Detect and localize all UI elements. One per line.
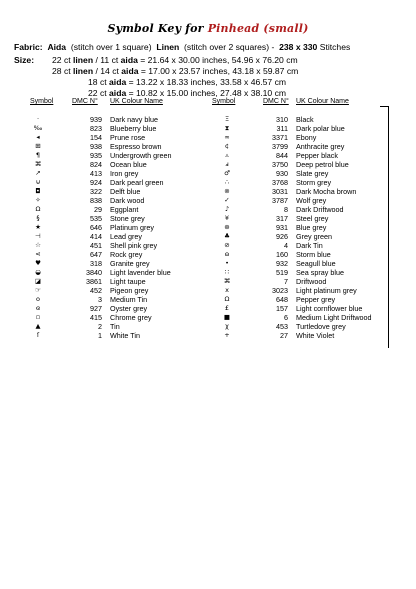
fabric-line (14, 42, 350, 52)
size-label: Size: (14, 55, 35, 65)
symbol-glyph: χ (225, 322, 229, 330)
colour-name: Delft blue (110, 187, 141, 196)
dmc-number: 3750 (272, 160, 288, 169)
symbol-glyph: ♥ (35, 259, 41, 267)
table-row (0, 232, 416, 241)
size-bold1: linen (73, 66, 94, 76)
symbol-glyph: ◂ (36, 133, 40, 141)
table-row (0, 277, 416, 286)
symbol-glyph: ✧ (35, 196, 41, 204)
symbol-glyph: ¥ (224, 214, 230, 222)
dmc-number: 453 (276, 322, 288, 331)
table-row (0, 196, 416, 205)
dmc-number: 939 (90, 115, 102, 124)
colour-name: Stone grey (110, 214, 145, 223)
colour-name: Grey green (296, 232, 332, 241)
dmc-number: 310 (276, 115, 288, 124)
fabric-stitches-word: Stitches (319, 42, 351, 52)
table-row (0, 241, 416, 250)
symbol-glyph: ♪ (224, 205, 230, 213)
dmc-number: 160 (276, 250, 288, 259)
colour-name: Dark navy blue (110, 115, 158, 124)
table-row (0, 250, 416, 259)
colour-name: Wolf grey (296, 196, 327, 205)
colour-name: Dark pearl green (110, 178, 164, 187)
dmc-number: 27 (280, 331, 288, 340)
table-row (0, 205, 416, 214)
colour-name: Black (296, 115, 314, 124)
colour-name: Lead grey (110, 232, 142, 241)
colour-name: Dark Tin (296, 241, 323, 250)
colour-name: Light lavender blue (110, 268, 171, 277)
symbol-glyph: ⊞ (35, 142, 41, 150)
table-row (0, 322, 416, 331)
table-row (0, 259, 416, 268)
symbol-glyph: ▫ (35, 313, 41, 321)
size-bold2: aida (120, 55, 138, 65)
dmc-number: 3861 (86, 277, 102, 286)
size-row (88, 88, 286, 98)
colour-name: Pepper grey (296, 295, 336, 304)
symbol-glyph: Ω (224, 295, 230, 303)
dmc-number: 3371 (272, 133, 288, 142)
fabric-aida: Aida (47, 42, 67, 52)
colour-name: Ocean blue (110, 160, 147, 169)
colour-name: Deep petrol blue (296, 160, 349, 169)
size-bold2: aida (121, 66, 139, 76)
colour-name: Blueberry blue (110, 124, 157, 133)
symbol-glyph: ⧗ (224, 124, 230, 132)
colour-name: Anthracite grey (296, 142, 345, 151)
colour-name: Light cornflower blue (296, 304, 363, 313)
dmc-number: 519 (276, 268, 288, 277)
symbol-glyph: ♂ (224, 169, 230, 177)
dmc-number: 157 (276, 304, 288, 313)
dmc-number: 318 (90, 259, 102, 268)
table-row (0, 304, 416, 313)
colour-name: Espresso brown (110, 142, 162, 151)
colour-name: Steel grey (296, 214, 329, 223)
symbol-glyph: ⊛ (224, 223, 230, 231)
symbol-glyph: ▵ (225, 151, 229, 159)
table-row (0, 214, 416, 223)
fabric-label: Fabric: (14, 42, 43, 52)
table-row (0, 187, 416, 196)
colour-name: White Violet (296, 331, 335, 340)
table-row (0, 223, 416, 232)
dmc-number: 932 (276, 259, 288, 268)
dmc-number: 6 (284, 313, 288, 322)
table-row (0, 124, 416, 133)
dmc-number: 414 (90, 232, 102, 241)
colour-name: Dark wood (110, 196, 145, 205)
colour-name: Pepper black (296, 151, 338, 160)
dmc-number: 926 (276, 232, 288, 241)
size-mid: / 14 ct (95, 66, 119, 76)
colour-name: Eggplant (110, 205, 139, 214)
header-dmc-right: DMC N° (263, 98, 289, 105)
title-prefix: Symbol Key for (107, 22, 204, 35)
size-mid: 22 ct (88, 88, 107, 98)
symbol-glyph: ★ (35, 223, 41, 231)
symbol-glyph: ■ (223, 313, 231, 321)
dmc-number: 931 (276, 223, 288, 232)
colour-name: Iron grey (110, 169, 139, 178)
dmc-number: 3768 (272, 178, 288, 187)
symbol-glyph: x (225, 286, 229, 294)
size-post: = 13.22 x 18.33 inches, 33.58 x 46.57 cm (128, 77, 287, 87)
table-row (0, 295, 416, 304)
colour-name: Driftwood (296, 277, 327, 286)
size-mid: 18 ct (88, 77, 107, 87)
table-row (0, 160, 416, 169)
fabric-linen: Linen (156, 42, 180, 52)
fabric-aida-note: (stitch over 1 square) (70, 42, 152, 52)
symbol-glyph: ◒ (35, 268, 41, 276)
symbol-glyph: ▲ (35, 322, 41, 330)
colour-name: Undergrowth green (110, 151, 172, 160)
symbol-glyph: ∷ (224, 268, 230, 276)
symbol-glyph: ⋖ (35, 250, 41, 258)
colour-name: Medium Light Driftwood (296, 313, 372, 322)
symbol-glyph: • (225, 259, 229, 267)
colour-name: Tin (110, 322, 120, 331)
header-symbol-right: Symbol (212, 98, 236, 105)
table-border-tick (380, 106, 389, 107)
symbol-glyph: ♣ (224, 232, 230, 240)
colour-name: Storm blue (296, 250, 331, 259)
size-bold2: aida (109, 88, 127, 98)
dmc-number: 452 (90, 286, 102, 295)
colour-name: Slate grey (296, 169, 329, 178)
colour-name: Ebony (296, 133, 317, 142)
dmc-number: 935 (90, 151, 102, 160)
dmc-number: 924 (90, 178, 102, 187)
colour-name: Storm grey (296, 178, 332, 187)
symbol-glyph: ⅎ (225, 160, 229, 168)
dmc-number: 317 (276, 214, 288, 223)
symbol-glyph: ⌘ (34, 160, 42, 168)
colour-name: Turtledove grey (296, 322, 346, 331)
header-dmc-left: DMC N° (72, 98, 98, 105)
colour-name: Medium Tin (110, 295, 148, 304)
colour-name: Oyster grey (110, 304, 148, 313)
dmc-number: 311 (276, 124, 288, 133)
dmc-number: 1 (98, 331, 102, 340)
symbol-glyph: ¶ (35, 151, 41, 159)
fabric-linen-note: (stitch over 2 squares) - (184, 42, 275, 52)
symbol-glyph: ɞ (35, 304, 41, 312)
symbol-glyph: Ω (35, 205, 41, 213)
dmc-number: 154 (90, 133, 102, 142)
table-row (0, 178, 416, 187)
dmc-number: 29 (94, 205, 102, 214)
size-bold1: linen (73, 55, 94, 65)
dmc-number: 3787 (272, 196, 288, 205)
symbol-glyph: ‰ (33, 124, 43, 132)
size-post: = 21.64 x 30.00 inches, 54.96 x 76.20 cm (140, 55, 298, 65)
colour-name: Light taupe (110, 277, 146, 286)
dmc-number: 927 (90, 304, 102, 313)
colour-name: Rock grey (110, 250, 143, 259)
size-bold2: aida (109, 77, 127, 87)
symbol-glyph: ∞ (224, 133, 230, 141)
symbol-glyph: ⌘ (223, 277, 231, 285)
dmc-number: 415 (90, 313, 102, 322)
dmc-number: 824 (90, 160, 102, 169)
table-row (0, 268, 416, 277)
title-name: Pinhead (small) (207, 22, 309, 35)
table-row (0, 142, 416, 151)
dmc-number: 2 (98, 322, 102, 331)
size-row (88, 77, 286, 87)
size-post: = 10.82 x 15.00 inches, 27.48 x 38.10 cm (128, 88, 287, 98)
dmc-number: 823 (90, 124, 102, 133)
size-post: = 17.00 x 23.57 inches, 43.18 x 59.87 cm (140, 66, 299, 76)
symbol-glyph: ↗ (35, 169, 41, 177)
colour-name: Dark Driftwood (296, 205, 344, 214)
symbol-glyph: ⊘ (224, 241, 230, 249)
symbol-glyph: ◪ (34, 277, 42, 285)
symbol-glyph: ſ (36, 331, 40, 339)
table-row (0, 313, 416, 322)
table-row (0, 286, 416, 295)
dmc-number: 646 (90, 223, 102, 232)
size-pre: 22 ct (52, 55, 71, 65)
dmc-number: 844 (276, 151, 288, 160)
colour-name: White Tin (110, 331, 140, 340)
colour-name: Pigeon grey (110, 286, 149, 295)
symbol-glyph: ☆ (35, 241, 41, 249)
symbol-glyph: ∴ (224, 178, 230, 186)
symbol-glyph: £ (224, 304, 230, 312)
symbol-glyph: + (224, 331, 230, 339)
dmc-number: 938 (90, 142, 102, 151)
header-symbol-left: Symbol (30, 98, 54, 105)
symbol-glyph: · (36, 115, 40, 123)
colour-name: Dark Mocha brown (296, 187, 357, 196)
header-name-left: UK Colour Name (110, 98, 163, 105)
colour-name: Chrome grey (110, 313, 152, 322)
fabric-stitches: 238 x 330 (279, 42, 318, 52)
colour-name: Platinum grey (110, 223, 154, 232)
dmc-number: 3031 (272, 187, 288, 196)
symbol-glyph: ⊍ (35, 178, 41, 186)
colour-name: Shell pink grey (110, 241, 158, 250)
symbol-glyph: o (36, 295, 40, 303)
table-row (0, 133, 416, 142)
colour-name: Light platinum grey (296, 286, 357, 295)
table-row (0, 331, 416, 340)
dmc-number: 322 (90, 187, 102, 196)
size-pre: 28 ct (52, 66, 71, 76)
size-mid: / 11 ct (95, 55, 119, 65)
colour-name: Granite grey (110, 259, 150, 268)
dmc-number: 7 (284, 277, 288, 286)
symbol-glyph: ◘ (35, 187, 41, 195)
symbol-glyph: ✓ (224, 196, 230, 204)
dmc-number: 930 (276, 169, 288, 178)
page-title (0, 22, 416, 35)
header-name-right: UK Colour Name (296, 98, 349, 105)
table-row (0, 115, 416, 124)
dmc-number: 8 (284, 205, 288, 214)
dmc-number: 3799 (272, 142, 288, 151)
colour-name: Seagull blue (296, 259, 336, 268)
dmc-number: 3840 (86, 268, 102, 277)
colour-name: Blue grey (296, 223, 327, 232)
symbol-glyph: ☞ (35, 286, 41, 294)
dmc-number: 451 (90, 241, 102, 250)
table-row (0, 169, 416, 178)
colour-name: Prune rose (110, 133, 146, 142)
dmc-number: 4 (284, 241, 288, 250)
dmc-number: 648 (276, 295, 288, 304)
colour-name: Sea spray blue (296, 268, 344, 277)
dmc-number: 647 (90, 250, 102, 259)
symbol-glyph: § (36, 214, 40, 222)
symbol-glyph: ⊣ (35, 232, 41, 240)
colour-name: Dark polar blue (296, 124, 345, 133)
dmc-number: 3 (98, 295, 102, 304)
symbol-glyph: Ξ (224, 115, 230, 123)
symbol-glyph: ⊚ (224, 187, 230, 195)
dmc-number: 535 (90, 214, 102, 223)
dmc-number: 413 (90, 169, 102, 178)
size-row (52, 55, 298, 65)
table-row (0, 151, 416, 160)
symbol-glyph: ¢ (224, 142, 230, 150)
dmc-number: 3023 (272, 286, 288, 295)
size-row (52, 66, 298, 76)
dmc-number: 838 (90, 196, 102, 205)
symbol-glyph: ɷ (224, 250, 230, 258)
